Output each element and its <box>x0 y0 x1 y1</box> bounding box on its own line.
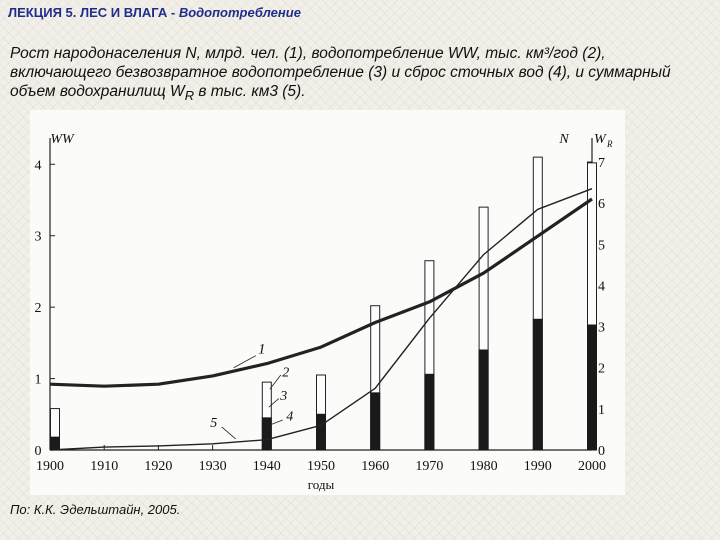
bar-consumptive <box>317 414 326 450</box>
annotation-2: 2 <box>282 365 290 381</box>
x-tick-label: 1970 <box>415 459 444 474</box>
bar-consumptive <box>371 393 380 450</box>
lecture-title: ЛЕКЦИЯ 5. ЛЕС И ВЛАГА <box>8 5 168 20</box>
bar-consumptive <box>425 374 434 450</box>
right-axis-label-wr-sub: R <box>607 139 613 149</box>
source-note: По: К.К. Эдельштайн, 2005. <box>10 502 181 517</box>
bar-consumptive <box>51 437 60 450</box>
x-tick-label: 1920 <box>144 459 173 474</box>
bar-consumptive <box>533 319 542 450</box>
right-axis-label-wr: W <box>594 132 606 147</box>
right-tick-label: 7 <box>598 156 605 171</box>
left-tick-label: 3 <box>34 229 42 245</box>
right-tick-label: 1 <box>598 402 605 418</box>
x-tick-label: 1910 <box>90 459 119 474</box>
right-tick-label: 2 <box>598 361 605 377</box>
figure-caption <box>10 44 710 105</box>
right-tick-label: 3 <box>598 320 605 336</box>
lecture-subtitle: Водопотребление <box>178 5 301 20</box>
x-tick-label: 1950 <box>307 459 335 474</box>
x-tick-label: 1990 <box>523 459 552 474</box>
right-tick-label: 6 <box>598 197 605 213</box>
right-tick-label: 0 <box>598 444 605 459</box>
series-line-1 <box>50 199 592 386</box>
annotation-5: 5 <box>210 415 218 431</box>
x-tick-label: 1960 <box>361 459 390 474</box>
chart-panel <box>30 110 625 495</box>
lecture-header <box>8 5 301 20</box>
header-separator: - <box>167 5 179 20</box>
right-tick-label: 5 <box>598 238 605 254</box>
annotation-4: 4 <box>286 409 294 425</box>
annotation-3: 3 <box>280 389 288 404</box>
left-tick-label: 4 <box>34 158 42 174</box>
x-tick-label: 1940 <box>252 459 281 474</box>
caption-line-2: включающего безвозвратное водопотребление (3) и сброс сточных вод (4), и суммарный <box>10 64 671 81</box>
left-tick-label: 2 <box>34 301 42 317</box>
leader-line-5 <box>222 427 236 439</box>
bar-consumptive <box>588 325 597 450</box>
caption-line-3-a: объем водохранилищ W <box>10 83 185 100</box>
x-tick-label: 1930 <box>198 459 227 474</box>
bar-consumptive <box>479 350 488 450</box>
x-axis-label: годы <box>307 477 335 492</box>
right-axis-label-n: N <box>559 132 569 147</box>
bar-consumptive <box>262 418 271 450</box>
left-tick-label: 0 <box>34 444 42 459</box>
annotation-1: 1 <box>257 341 266 358</box>
water-use-chart <box>30 110 625 495</box>
caption-line-1: Рост народонаселения N, млрд. чел. (1), водопотребление WW, тыс. км³/год (2), <box>10 45 606 62</box>
left-axis-label: WW <box>50 132 74 147</box>
caption-line-3 <box>10 82 710 105</box>
x-tick-label: 1980 <box>469 459 498 474</box>
right-tick-label: 4 <box>598 279 605 295</box>
x-tick-label: 2000 <box>578 459 606 474</box>
left-tick-label: 1 <box>34 372 42 388</box>
x-tick-label: 1900 <box>36 459 64 474</box>
caption-wr-subscript: R <box>184 88 195 104</box>
caption-line-3-b: в тыс. км3 (5). <box>194 83 306 100</box>
